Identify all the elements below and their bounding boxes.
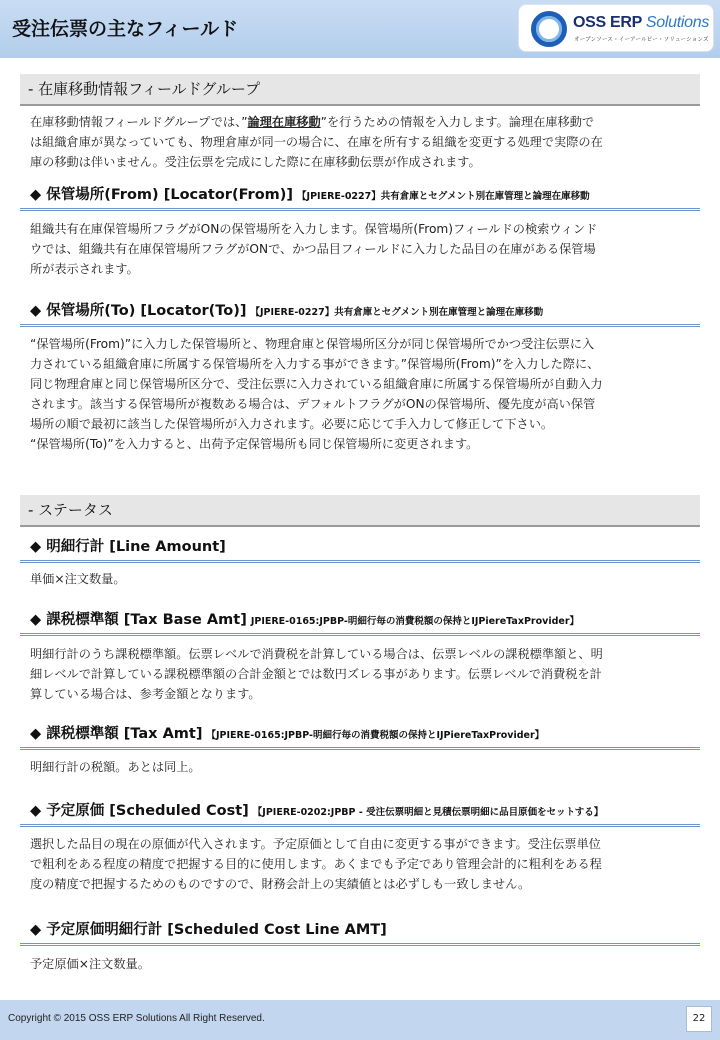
intro-emphasis: 論理在庫移動 (247, 115, 321, 129)
desc-line: 選択した品目の現在の原価が代入されます。予定原価として自由に変更する事ができます。受注伝票単位 (30, 837, 601, 851)
field-title: ◆ 予定原価明細行計 [Scheduled Cost Line AMT] (30, 922, 387, 938)
footer-bar (0, 1000, 720, 1040)
desc-line: “保管場所(From)”に入力した保管場所と、物理倉庫と保管場所区分が同じ保管場所でかつ受注伝票に入 (30, 337, 595, 351)
logo-wordmark (573, 14, 709, 32)
intro-line-1 (30, 112, 696, 132)
field-desc-locator-from (30, 219, 696, 279)
desc-line: 明細行計の税額。あとは同上。 (30, 760, 201, 774)
page-number: 22 (686, 1006, 712, 1032)
desc-line: “保管場所(To)”を入力すると、出荷予定保管場所も同じ保管場所に変更されます。 (30, 437, 479, 451)
field-desc-locator-to (30, 334, 696, 454)
field-note: 【JPIERE-0165:JPBP-明細行毎の消費税額の保持とIJPiereTaxProvider】 (206, 730, 545, 741)
field-title: ◆ 保管場所(From) [Locator(From)] (30, 187, 294, 203)
desc-line: ウでは、組織共有在庫保管場所フラグがONで、かつ品目フィールドに入力した品目の在庫がある保管場 (30, 242, 596, 256)
logo-solutions: Solutions (645, 14, 710, 31)
field-note: JPIERE-0165:JPBP-明細行毎の消費税額の保持とIJPiereTaxProvider】 (250, 616, 580, 627)
intro-rest: ”を行うための情報を入力します。論理在庫移動で (320, 115, 595, 129)
field-heading-tax-amt (20, 722, 700, 750)
page-title: 受注伝票の主なフィールド (12, 18, 239, 40)
desc-line: 所が表示されます。 (30, 262, 139, 276)
field-heading-tax-base-amt (20, 608, 700, 636)
desc-line: 度の精度で把握するためのものですので、財務会計上の実績値とは必ずしも一致しません。 (30, 877, 531, 891)
field-title: ◆ 課税標準額 [Tax Amt] (30, 726, 203, 742)
desc-line: 明細行計のうち課税標準額。伝票レベルで消費税を計算している場合は、伝票レベルの課税標準額と、明 (30, 647, 603, 661)
intro-pre: 在庫移動情報フィールドグループでは、” (30, 115, 248, 129)
logo-oss-erp: OSS ERP (573, 14, 642, 31)
field-title: ◆ 保管場所(To) [Locator(To)] (30, 303, 247, 319)
field-desc-tax-amt (30, 757, 696, 777)
logo-ring-icon (531, 11, 567, 47)
desc-line: 予定原価×注文数量。 (30, 957, 150, 971)
field-heading-line-amount (20, 535, 700, 563)
field-desc-scheduled-cost (30, 834, 696, 894)
field-title: ◆ 課税標準額 [Tax Base Amt] (30, 612, 247, 628)
field-desc-line-amount (30, 569, 696, 589)
intro-line-2: は組織倉庫が異なっていても、物理倉庫が同一の場合に、在庫を所有する組織を変更する処理で実際の在 (30, 135, 603, 149)
desc-line: 算している場合は、参考金額となります。 (30, 687, 261, 701)
logo-subtitle: オープンソース・イーアールピー・ソリューションズ (574, 37, 709, 43)
field-note: 【JPIERE-0202:JPBP - 受注伝票明細と見積伝票明細に品目原価をセットする】 (252, 807, 604, 818)
intro-line-3: 庫の移動は伴いません。受注伝票を完成にした際に在庫移動伝票が作成されます。 (30, 155, 481, 169)
field-heading-locator-to (20, 299, 700, 327)
desc-line: されます。該当する保管場所が複数ある場合は、デフォルトフラグがONの保管場所、優先度が高い保管 (30, 397, 596, 411)
group-heading-status: - ステータス (20, 495, 700, 527)
field-note: 【JPIERE-0227】共有倉庫とセグメント別在庫管理と論理在庫移動 (297, 191, 590, 202)
field-heading-scheduled-cost (20, 799, 700, 827)
field-desc-scheduled-cost-line-amt (30, 954, 696, 974)
desc-line: 同じ物理倉庫と同じ保管場所区分で、受注伝票に入力されている組織倉庫に所属する保管場所が自動入力 (30, 377, 603, 391)
group-heading-inventory-move: - 在庫移動情報フィールドグループ (20, 74, 700, 106)
desc-line: 組織共有在庫保管場所フラグがONの保管場所を入力します。保管場所(From)フィールドの検索ウィンド (30, 222, 598, 236)
copyright-text: Copyright © 2015 OSS ERP Solutions All Right Reserved. (8, 1013, 265, 1024)
field-desc-tax-base-amt (30, 644, 696, 704)
header-bar (0, 0, 720, 58)
desc-line: 細レベルで計算している課税標準額の合計金額とでは数円ズレる事があります。伝票レベルで消費税を計 (30, 667, 602, 681)
field-title: ◆ 予定原価 [Scheduled Cost] (30, 803, 249, 819)
group-intro-text (30, 112, 696, 172)
desc-line: 場所の順で最初に該当した保管場所が入力されます。必要に応じて手入力して修正して下さい。 (30, 417, 554, 431)
desc-line: で粗利をある程度の精度で把握する目的に使用します。あくまでも予定であり管理会計的に粗利をある程 (30, 857, 602, 871)
field-title: ◆ 明細行計 [Line Amount] (30, 539, 226, 555)
field-heading-locator-from (20, 183, 700, 211)
field-note: 【JPIERE-0227】共有倉庫とセグメント別在庫管理と論理在庫移動 (250, 307, 544, 318)
field-heading-scheduled-cost-line-amt (20, 918, 700, 946)
company-logo (518, 4, 714, 52)
desc-line: 力されている組織倉庫に所属する保管場所を入力する事ができます。”保管場所(From)”を入力した際に、 (30, 357, 600, 371)
desc-line: 単価×注文数量。 (30, 572, 126, 586)
